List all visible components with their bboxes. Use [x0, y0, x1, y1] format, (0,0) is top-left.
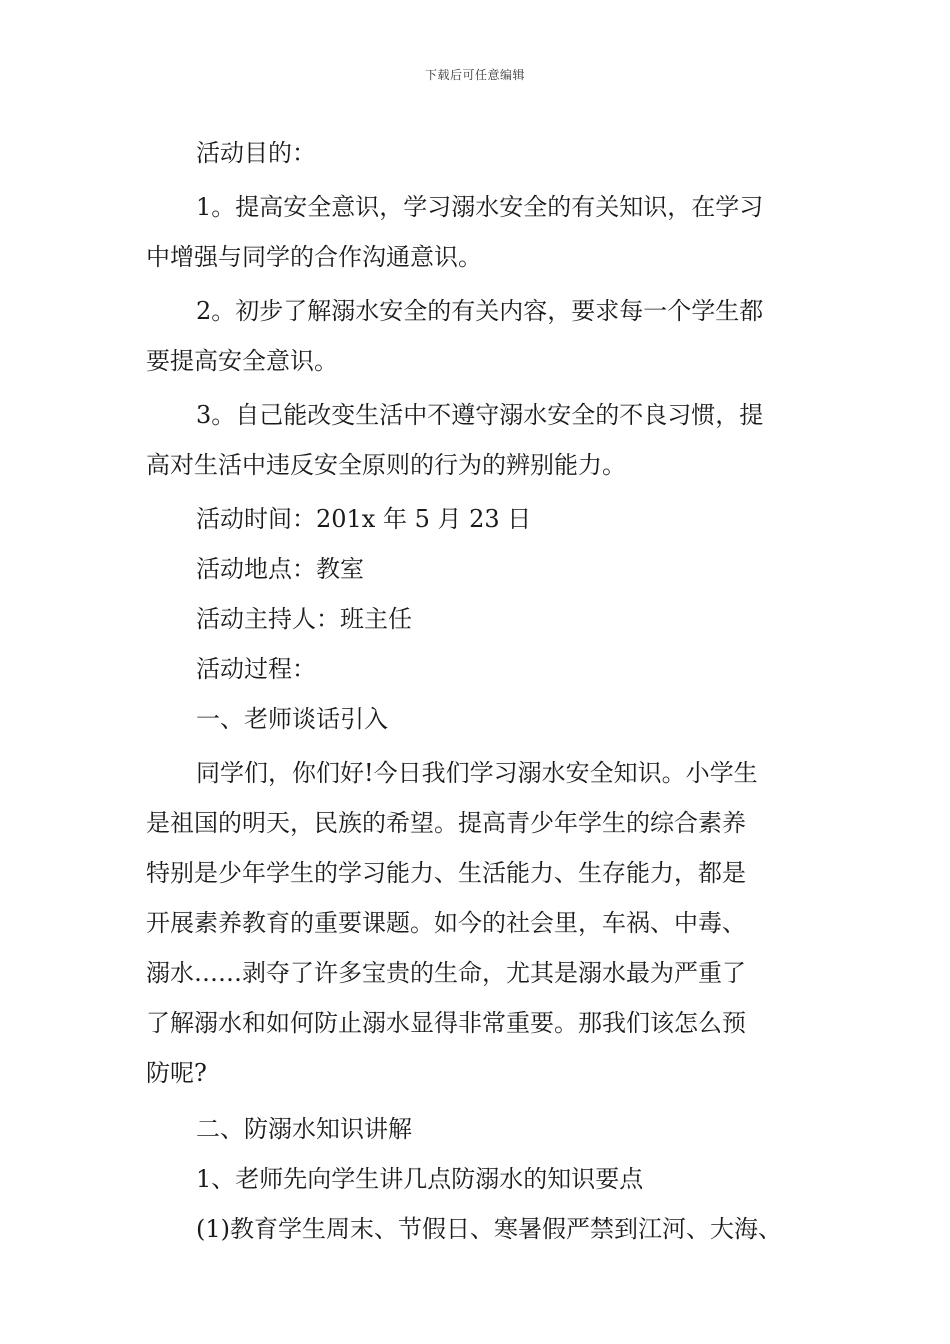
paragraph-line: 活动过程： [196, 655, 316, 683]
section-heading: 一、老师谈话引入 [196, 705, 388, 733]
paragraph-line: (1)教育学生周末、节假日、寒暑假严禁到江河、大海、 [196, 1215, 782, 1243]
document-body [146, 128, 826, 1254]
paragraph-line: 同学们，你们好!今日我们学习溺水安全知识。小学生 [196, 759, 758, 787]
paragraph-line: 中增强与同学的合作沟通意识。 [146, 243, 482, 271]
page-header-note: 下载后可任意编辑 [424, 68, 525, 82]
paragraph-line: 了解溺水和如何防止溺水显得非常重要。那我们该怎么预 [146, 1009, 746, 1037]
section-heading: 二、防溺水知识讲解 [196, 1115, 412, 1143]
paragraph-line: 2。初步了解溺水安全的有关内容，要求每一个学生都 [196, 297, 764, 325]
paragraph-line: 特别是少年学生的学习能力、生活能力、生存能力，都是 [146, 859, 746, 887]
paragraph-line: 防呢? [146, 1059, 207, 1087]
paragraph-line: 是祖国的明天，民族的希望。提高青少年学生的综合素养 [146, 809, 746, 837]
paragraph-line: 溺水……剥夺了许多宝贵的生命，尤其是溺水最为严重了 [146, 959, 746, 987]
paragraph-line: 开展素养教育的重要课题。如今的社会里，车祸、中毒、 [146, 909, 746, 937]
paragraph-line: 活动主持人：班主任 [196, 605, 412, 633]
paragraph-line: 活动地点：教室 [196, 555, 364, 583]
paragraph-line: 高对生活中违反安全原则的行为的辨别能力。 [146, 451, 626, 479]
paragraph-line: 1、老师先向学生讲几点防溺水的知识要点 [196, 1165, 644, 1193]
paragraph-line: 要提高安全意识。 [146, 347, 338, 375]
paragraph-line: 1。提高安全意识，学习溺水安全的有关知识，在学习 [196, 193, 764, 221]
paragraph-line: 活动时间：201x 年 5 月 23 日 [196, 505, 532, 533]
paragraph-line: 3。自己能改变生活中不遵守溺水安全的不良习惯，提 [196, 401, 764, 429]
paragraph-line: 活动目的： [196, 139, 316, 167]
